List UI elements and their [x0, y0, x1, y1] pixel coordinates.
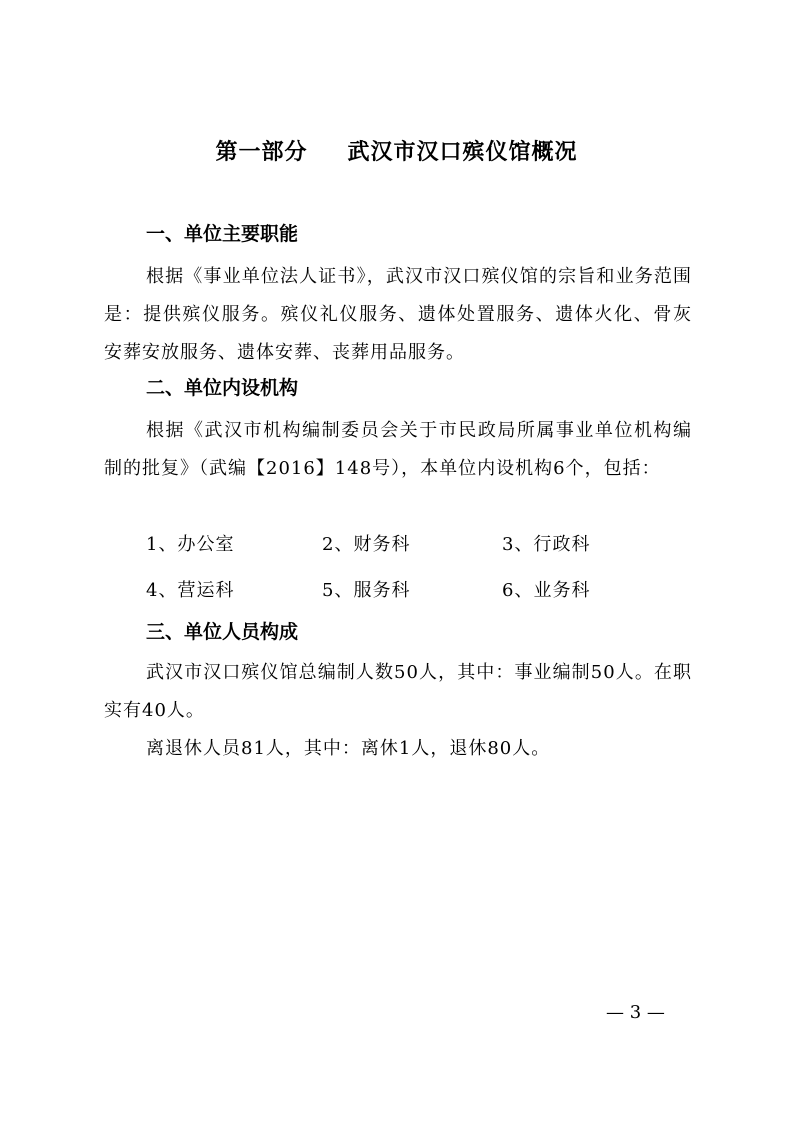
section1-paragraph: 根据《事业单位法人证书》，武汉市汉口殡仪馆的宗旨和业务范围是：提供殡仪服务。殡仪礼仪服务、遗体处置服务、遗体火化、骨灰安葬安放服务、遗体安葬、丧葬用品服务。 [104, 266, 692, 363]
department-row [146, 576, 706, 606]
section3-paragraph2: 离退休人员81人，其中：离休1人，退休80人。 [146, 738, 551, 759]
page-title [0, 136, 793, 170]
title-name: 武汉市汉口殡仪馆概况 [347, 140, 578, 165]
department-item: 1、办公室 [146, 534, 235, 555]
page-number: — 3 — [606, 1002, 665, 1023]
section2-heading: 二、单位内设机构 [146, 377, 299, 399]
section3-paragraph1: 武汉市汉口殡仪馆总编制人数50人，其中：事业编制50人。在职实有40人。 [104, 662, 692, 721]
title-part: 第一部分 [215, 140, 308, 165]
department-row [146, 530, 706, 560]
department-item: 6、业务科 [502, 580, 591, 601]
department-item: 3、行政科 [502, 534, 591, 555]
section2-paragraph: 根据《武汉市机构编制委员会关于市民政局所属事业单位机构编制的批复》（武编【2016】148号），本单位内设机构6个，包括： [104, 420, 692, 479]
department-item: 4、营运科 [146, 580, 235, 601]
department-item: 5、服务科 [322, 580, 411, 601]
section1-heading: 一、单位主要职能 [146, 223, 299, 245]
department-item: 2、财务科 [322, 534, 411, 555]
section3-heading: 三、单位人员构成 [146, 621, 299, 643]
